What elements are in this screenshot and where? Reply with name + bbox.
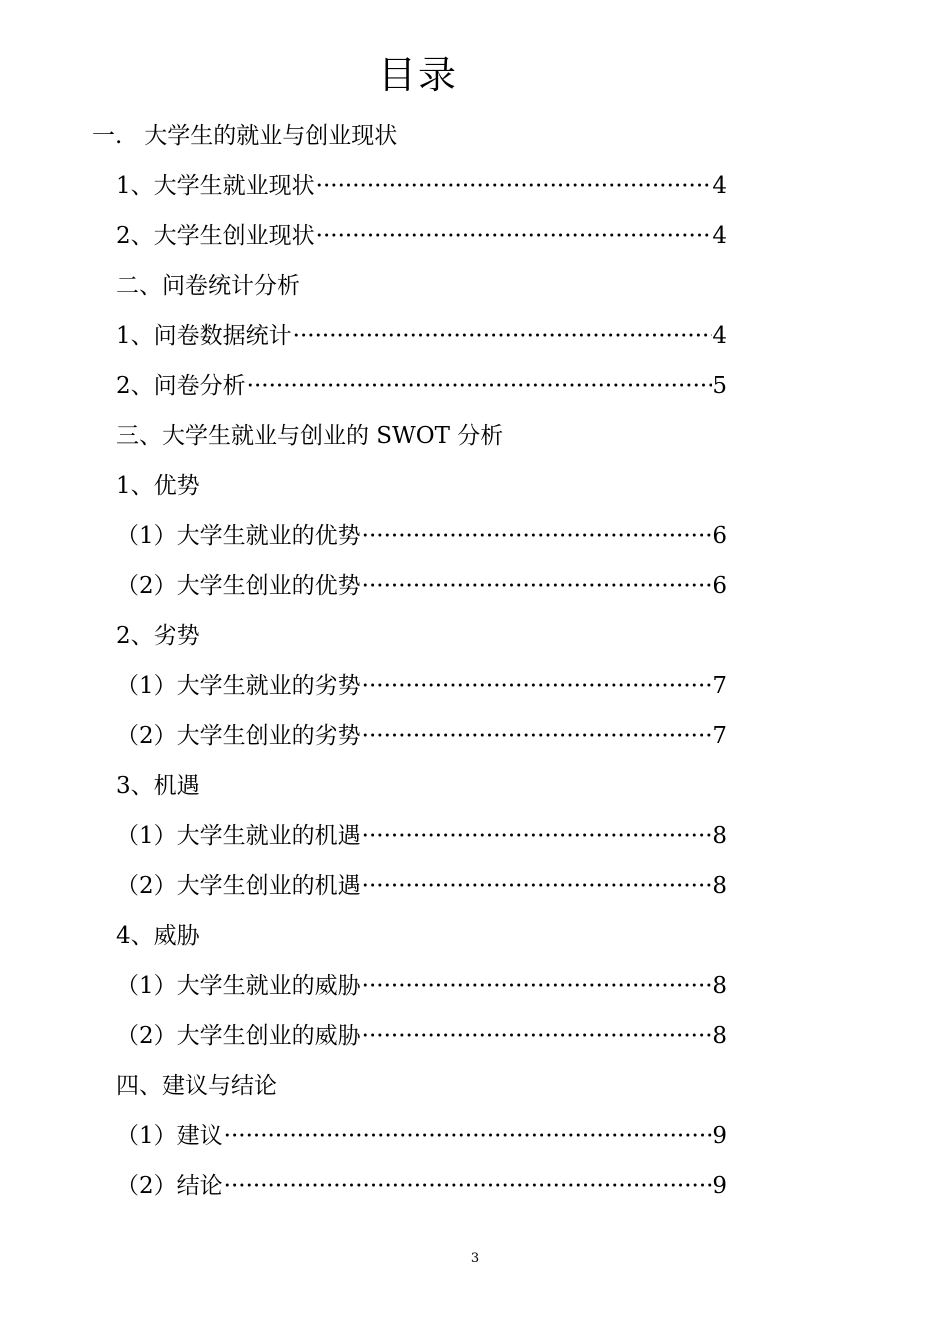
toc-subheading[interactable]	[116, 611, 727, 661]
toc-title: 目录	[377, 53, 458, 97]
toc-leader-dots	[361, 561, 713, 611]
toc-entry[interactable]	[116, 861, 727, 911]
toc-entry-label: （2）结论	[116, 1173, 223, 1199]
toc-heading-2[interactable]	[116, 261, 727, 311]
toc-entry-label: （1）大学生就业的威胁	[116, 973, 361, 999]
toc-entry[interactable]	[116, 211, 727, 261]
toc-entry[interactable]	[116, 311, 727, 361]
toc-entry-label: 4、威胁	[116, 923, 200, 949]
toc-entry-label: （1）大学生就业的优势	[116, 523, 361, 549]
toc-entry-label: 1、问卷数据统计	[116, 323, 292, 349]
toc-entry[interactable]	[116, 511, 727, 561]
toc-entry[interactable]	[116, 361, 727, 411]
toc-leader-dots	[361, 861, 713, 911]
toc-entry-label: 一. 大学生的就业与创业现状	[92, 123, 398, 149]
toc-leader-dots	[315, 161, 713, 211]
toc-entry-page: 8	[712, 1023, 727, 1049]
toc-entry-label: 1、大学生就业现状	[116, 173, 315, 199]
toc-entry-page: 6	[712, 573, 727, 599]
toc-entry-label: 2、问卷分析	[116, 373, 246, 399]
toc-subheading[interactable]	[116, 761, 727, 811]
toc-leader-dots	[361, 1011, 713, 1061]
toc-entry[interactable]	[116, 661, 727, 711]
toc-leader-dots	[315, 211, 713, 261]
toc-entry-page: 9	[712, 1123, 727, 1149]
toc-heading-4[interactable]	[116, 1061, 727, 1111]
toc-entry-page: 5	[712, 373, 727, 399]
toc-entry-page: 8	[712, 973, 727, 999]
toc-entry-label: 3、机遇	[116, 773, 200, 799]
toc-entry[interactable]	[116, 1011, 727, 1061]
toc-entry-page: 4	[712, 223, 727, 249]
toc-entry-label: 二、问卷统计分析	[116, 273, 300, 299]
toc-leader-dots	[223, 1111, 713, 1161]
toc-entry-label: （2）大学生创业的劣势	[116, 723, 361, 749]
toc-entry[interactable]	[116, 161, 727, 211]
toc-entry-label: （2）大学生创业的机遇	[116, 873, 361, 899]
toc-entry-label: 2、劣势	[116, 623, 200, 649]
toc-leader-dots	[361, 511, 713, 561]
toc-leader-dots	[361, 711, 713, 761]
page-number: 3	[470, 1251, 480, 1266]
toc-entry-label: 2、大学生创业现状	[116, 223, 315, 249]
toc-entry[interactable]	[116, 1111, 727, 1161]
toc-leader-dots	[361, 661, 713, 711]
toc-entry[interactable]	[116, 811, 727, 861]
toc-entry[interactable]	[116, 561, 727, 611]
toc-heading-1[interactable]	[92, 111, 732, 161]
toc-entry-page: 7	[712, 673, 727, 699]
toc-entry[interactable]	[116, 961, 727, 1011]
toc-entry-label: 1、优势	[116, 473, 200, 499]
toc-leader-dots	[223, 1161, 713, 1211]
toc-entry[interactable]	[116, 711, 727, 761]
toc-entry-label: （1）建议	[116, 1123, 223, 1149]
toc-entry-page: 9	[712, 1173, 727, 1199]
toc-entry-label: （2）大学生创业的优势	[116, 573, 361, 599]
toc-subheading[interactable]	[116, 911, 727, 961]
toc-entry-label: （1）大学生就业的劣势	[116, 673, 361, 699]
toc-leader-dots	[361, 811, 713, 861]
toc-entry-label: （1）大学生就业的机遇	[116, 823, 361, 849]
toc-entry-label: （2）大学生创业的威胁	[116, 1023, 361, 1049]
toc-entry-label: 三、大学生就业与创业的 SWOT 分析	[116, 423, 504, 449]
toc-leader-dots	[361, 961, 713, 1011]
toc-entry[interactable]	[116, 1161, 727, 1211]
toc-entry-page: 8	[712, 873, 727, 899]
toc-leader-dots	[246, 361, 713, 411]
toc-heading-3[interactable]	[116, 411, 727, 461]
toc-subheading[interactable]	[116, 461, 727, 511]
toc-entry-label: 四、建议与结论	[116, 1073, 277, 1099]
toc-leader-dots	[292, 311, 713, 361]
toc-entry-page: 8	[712, 823, 727, 849]
toc-entry-page: 6	[712, 523, 727, 549]
toc-entry-page: 4	[712, 173, 727, 199]
toc-entry-page: 4	[712, 323, 727, 349]
toc-entry-page: 7	[712, 723, 727, 749]
